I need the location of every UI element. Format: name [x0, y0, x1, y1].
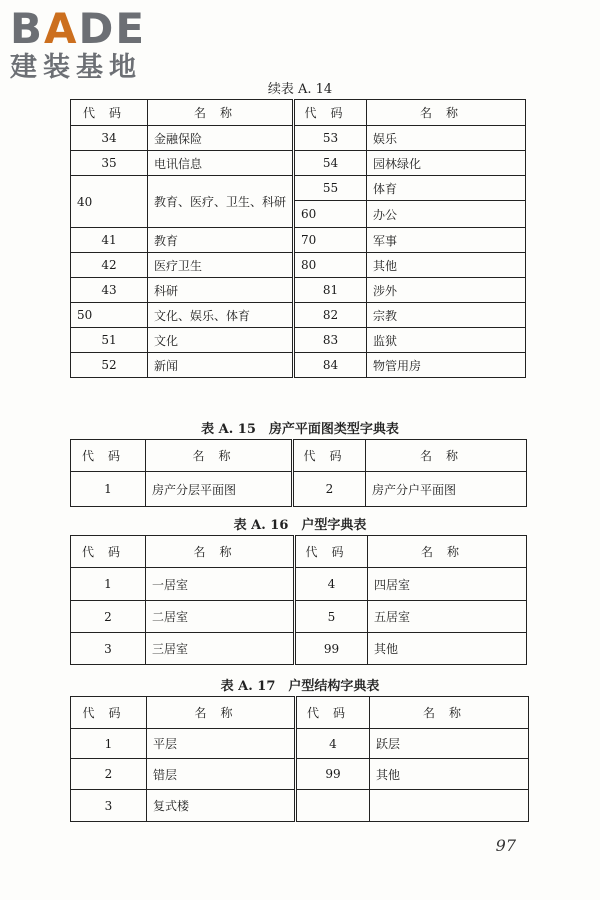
header-name: 名称 — [370, 697, 529, 729]
name-cell: 新闻 — [148, 353, 294, 378]
logo-subtitle: 建装基地 — [10, 52, 142, 83]
name-cell: 复式楼 — [147, 790, 296, 822]
header-code: 代码 — [71, 100, 148, 126]
table-row — [71, 126, 526, 151]
name-cell: 科研 — [148, 278, 294, 303]
name-cell: 教育 — [148, 228, 294, 253]
code-cell: 80 — [294, 253, 367, 278]
page-number: 97 — [495, 836, 516, 855]
name-cell: 宗教 — [367, 303, 526, 328]
header-code: 代码 — [294, 100, 367, 126]
table-a14-caption: 续表 A. 14 — [267, 82, 333, 97]
code-cell: 2 — [293, 472, 366, 507]
table-row — [71, 228, 526, 253]
code-cell: 52 — [71, 353, 148, 378]
code-cell: 42 — [71, 253, 148, 278]
name-cell: 文化 — [148, 328, 294, 353]
code-cell: 99 — [296, 759, 370, 790]
code-cell: 4 — [295, 568, 368, 601]
table-header-row — [71, 100, 526, 126]
table-header-row — [71, 440, 527, 472]
name-cell: 体育 — [367, 176, 526, 201]
table-row — [71, 328, 526, 353]
code-cell: 40 — [71, 176, 148, 228]
table-a14 — [70, 99, 526, 378]
name-cell: 金融保险 — [148, 126, 294, 151]
name-cell: 房产分层平面图 — [146, 472, 293, 507]
name-cell: 教育、医疗、卫生、科研 — [148, 176, 294, 228]
header-code: 代码 — [293, 440, 366, 472]
name-cell: 涉外 — [367, 278, 526, 303]
name-cell: 军事 — [367, 228, 526, 253]
name-cell: 一居室 — [146, 568, 295, 601]
code-cell: 1 — [71, 568, 146, 601]
code-cell: 53 — [294, 126, 367, 151]
table-a16 — [70, 535, 527, 665]
code-cell: 54 — [294, 151, 367, 176]
logo-brand — [10, 6, 175, 52]
code-cell: 35 — [71, 151, 148, 176]
header-code: 代码 — [71, 440, 146, 472]
name-cell: 物管用房 — [367, 353, 526, 378]
table-row — [71, 353, 526, 378]
header-name: 名称 — [146, 440, 293, 472]
header-code: 代码 — [296, 697, 370, 729]
header-code: 代码 — [71, 697, 147, 729]
code-cell: 99 — [295, 633, 368, 665]
table-row — [71, 278, 526, 303]
name-cell: 五居室 — [368, 601, 527, 633]
table-a15 — [70, 439, 527, 507]
header-name: 名称 — [147, 697, 296, 729]
name-cell: 办公 — [367, 201, 526, 228]
table-a17 — [70, 696, 529, 822]
table-row — [71, 176, 526, 201]
table-a16-caption: 表 A. 16 户型字典表 — [233, 518, 367, 533]
table-header-row — [71, 697, 529, 729]
code-cell: 5 — [295, 601, 368, 633]
name-cell: 二居室 — [146, 601, 295, 633]
name-cell: 其他 — [368, 633, 527, 665]
code-cell: 60 — [294, 201, 367, 228]
code-cell: 4 — [296, 729, 370, 759]
code-cell: 83 — [294, 328, 367, 353]
code-cell: 2 — [71, 759, 147, 790]
logo-brand-text: BADE — [10, 4, 147, 53]
header-name: 名称 — [368, 536, 527, 568]
name-cell: 医疗卫生 — [148, 253, 294, 278]
code-cell: 81 — [294, 278, 367, 303]
header-name: 名称 — [367, 100, 526, 126]
code-cell: 50 — [71, 303, 148, 328]
code-cell: 55 — [294, 176, 367, 201]
code-cell — [296, 790, 370, 822]
table-a15-caption: 表 A. 15 房产平面图类型字典表 — [201, 422, 399, 437]
table-row — [71, 253, 526, 278]
table-row — [71, 633, 527, 665]
name-cell: 四居室 — [368, 568, 527, 601]
name-cell: 文化、娱乐、体育 — [148, 303, 294, 328]
code-cell: 3 — [71, 633, 146, 665]
name-cell: 错层 — [147, 759, 296, 790]
name-cell — [370, 790, 529, 822]
name-cell: 房产分户平面图 — [366, 472, 527, 507]
table-row — [71, 151, 526, 176]
code-cell: 82 — [294, 303, 367, 328]
code-cell: 2 — [71, 601, 146, 633]
header-name: 名称 — [148, 100, 294, 126]
name-cell: 其他 — [370, 759, 529, 790]
code-cell: 1 — [71, 729, 147, 759]
code-cell: 1 — [71, 472, 146, 507]
name-cell: 跃层 — [370, 729, 529, 759]
code-cell: 84 — [294, 353, 367, 378]
name-cell: 监狱 — [367, 328, 526, 353]
table-row — [71, 759, 529, 790]
code-cell: 43 — [71, 278, 148, 303]
name-cell: 三居室 — [146, 633, 295, 665]
name-cell: 其他 — [367, 253, 526, 278]
code-cell: 3 — [71, 790, 147, 822]
code-cell: 34 — [71, 126, 148, 151]
table-row — [71, 601, 527, 633]
code-cell: 51 — [71, 328, 148, 353]
code-cell: 41 — [71, 228, 148, 253]
table-header-row — [71, 536, 527, 568]
table-row — [71, 472, 527, 507]
code-cell: 70 — [294, 228, 367, 253]
header-code: 代码 — [71, 536, 146, 568]
name-cell: 园林绿化 — [367, 151, 526, 176]
table-row — [71, 303, 526, 328]
table-row — [71, 729, 529, 759]
table-row — [71, 568, 527, 601]
name-cell: 娱乐 — [367, 126, 526, 151]
name-cell: 电讯信息 — [148, 151, 294, 176]
table-row — [71, 790, 529, 822]
header-code: 代码 — [295, 536, 368, 568]
header-name: 名称 — [146, 536, 295, 568]
table-a17-caption: 表 A. 17 户型结构字典表 — [220, 679, 380, 694]
name-cell: 平层 — [147, 729, 296, 759]
header-name: 名称 — [366, 440, 527, 472]
